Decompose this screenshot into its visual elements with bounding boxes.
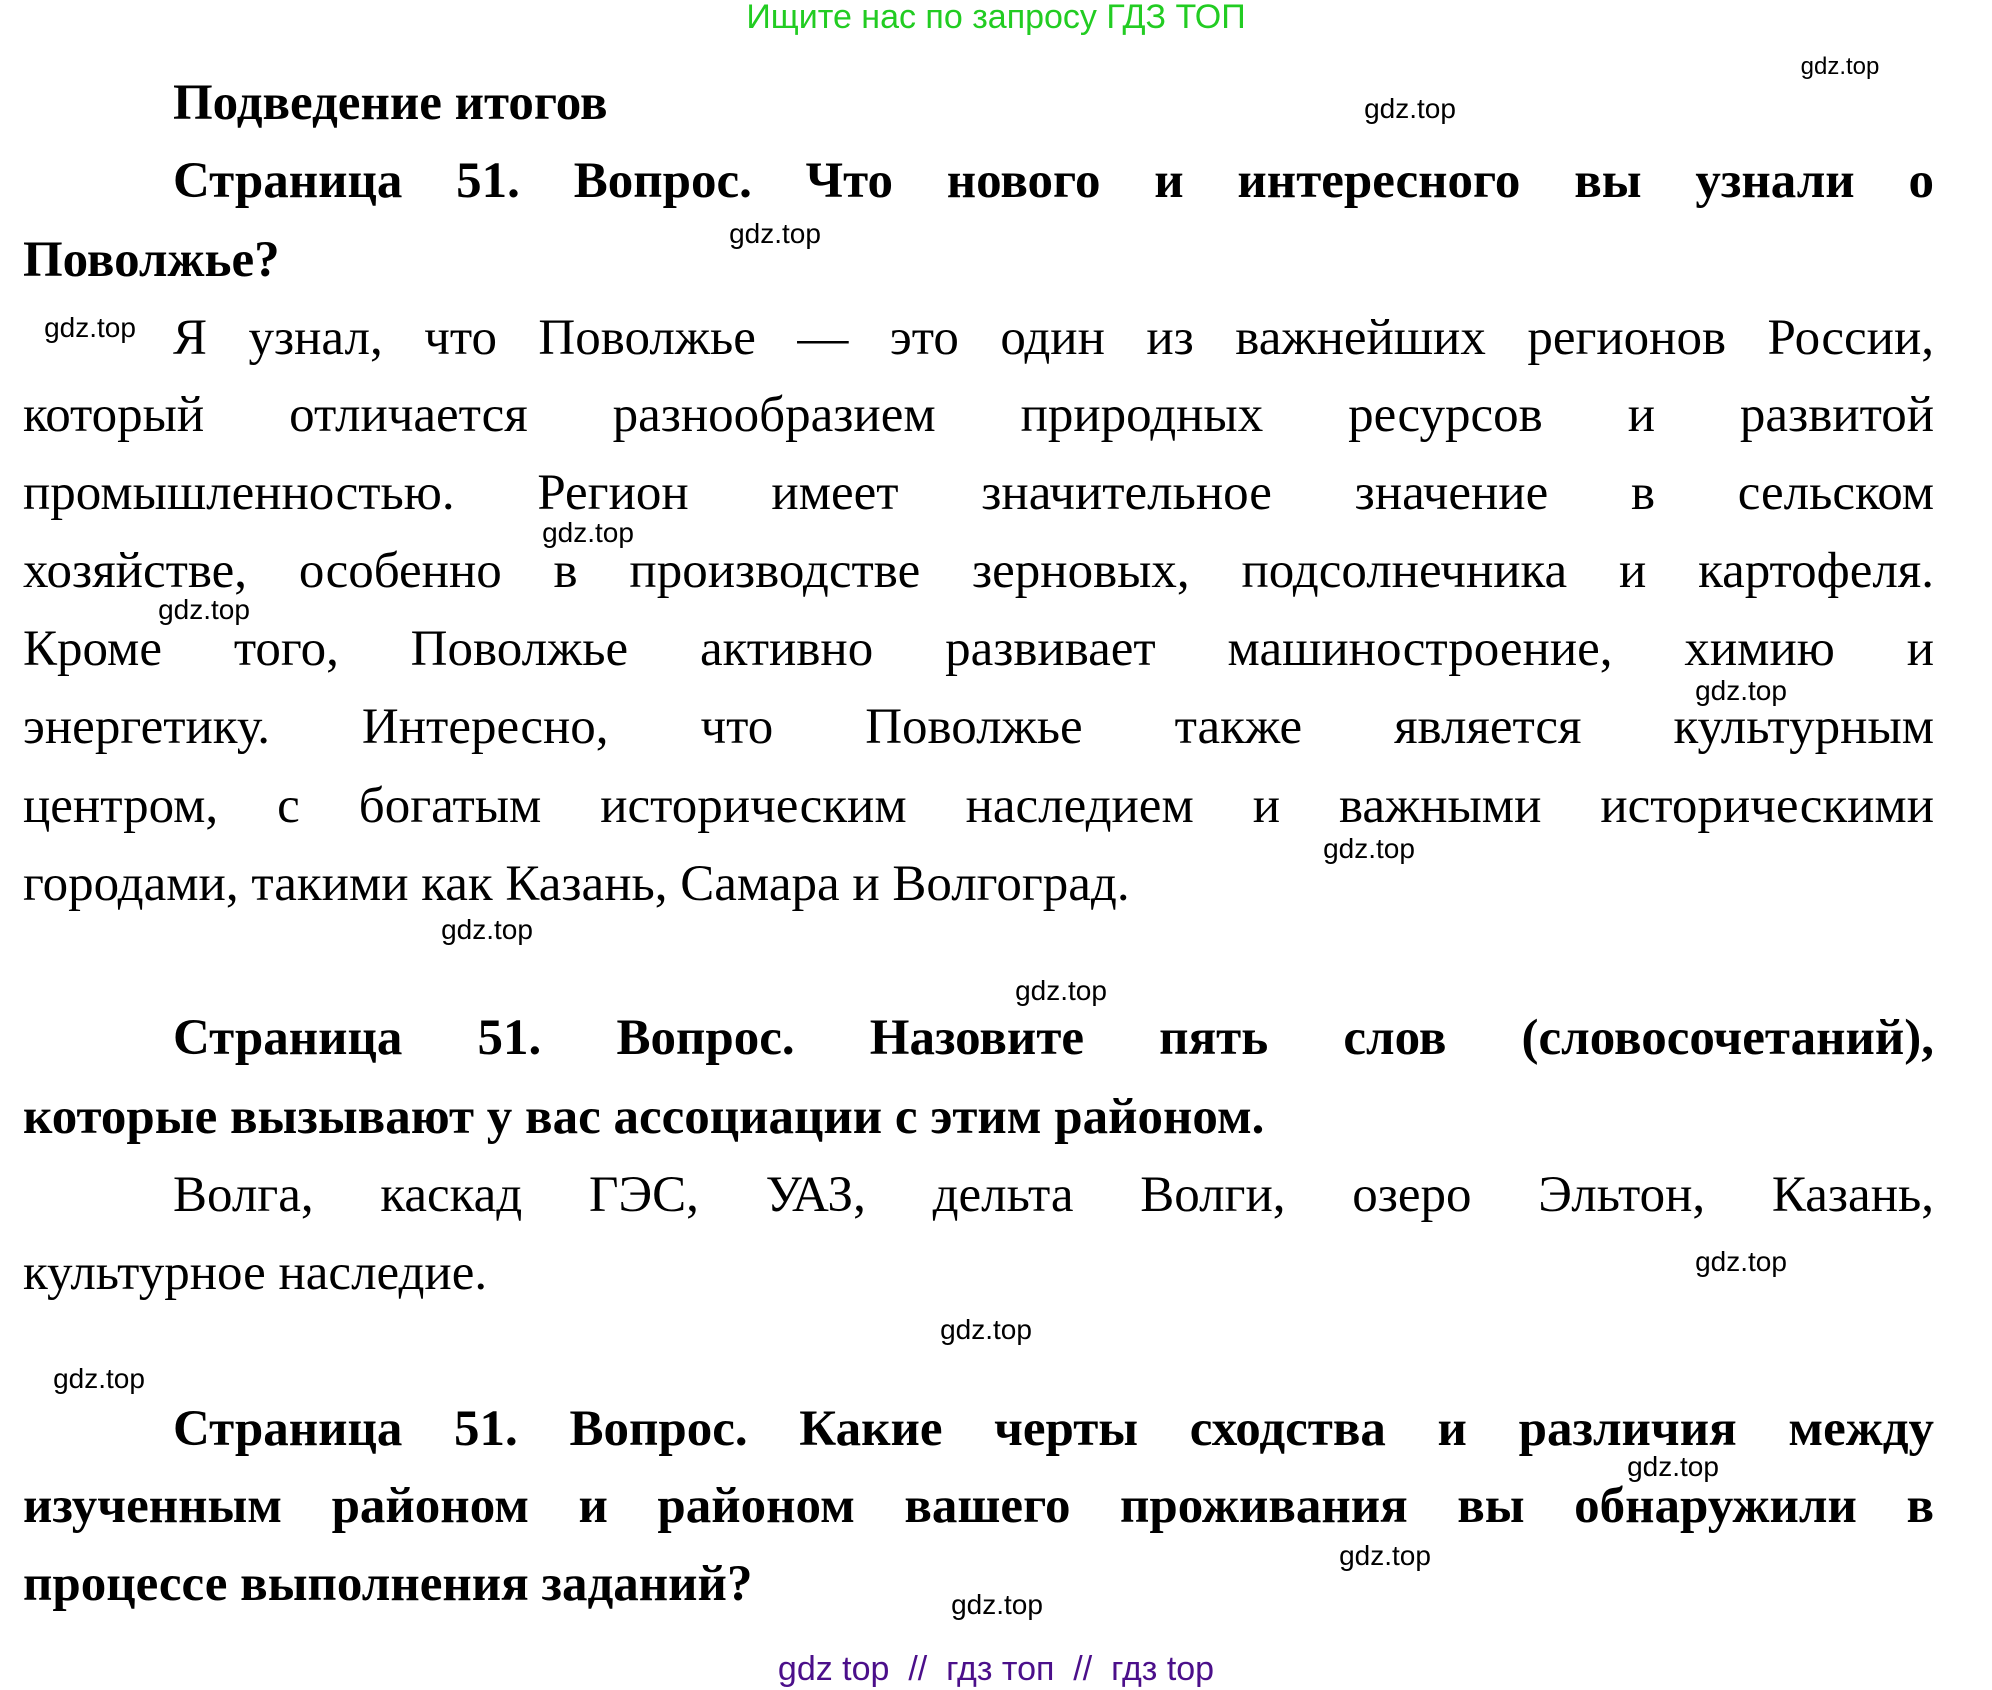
watermark: gdz.top xyxy=(1339,1540,1431,1571)
section-title: Подведение итогов xyxy=(173,75,608,131)
watermark: gdz.top xyxy=(940,1314,1032,1345)
answer-1-line: Кроме того, Поволжье активно развивает машиностроение, химию и xyxy=(23,621,1934,677)
watermark: gdz.top xyxy=(44,312,136,343)
watermark: gdz.top xyxy=(1364,93,1456,124)
watermark: gdz.top xyxy=(951,1589,1043,1620)
watermark: gdz.top xyxy=(1800,53,1880,80)
question-3-line: Страница 51. Вопрос. Какие черты сходства и различия между xyxy=(173,1401,1934,1457)
question-3-line: процессе выполнения заданий? xyxy=(23,1556,753,1612)
question-3-line: изученным районом и районом вашего проживания вы обнаружили в xyxy=(23,1478,1934,1534)
watermark: gdz.top xyxy=(1627,1451,1719,1482)
footer-watermark: gdz top // гдз топ // гдз top xyxy=(777,1650,1215,1688)
question-1-line: Поволжье? xyxy=(23,232,280,288)
answer-2-line: культурное наследие. xyxy=(23,1245,488,1301)
question-2-line: которые вызывают у вас ассоциации с этим районом. xyxy=(23,1089,1265,1145)
answer-1-line: центром, с богатым историческим наследием и важными историческими xyxy=(23,778,1934,834)
watermark: gdz.top xyxy=(1323,833,1415,864)
watermark: gdz.top xyxy=(441,914,533,945)
watermark: gdz.top xyxy=(1015,975,1107,1006)
answer-1-line: Я узнал, что Поволжье — это один из важнейших регионов России, xyxy=(173,310,1934,366)
watermark: gdz.top xyxy=(1695,1246,1787,1277)
answer-2-line: Волга, каскад ГЭС, УАЗ, дельта Волги, озеро Эльтон, Казань, xyxy=(173,1167,1934,1223)
watermark: gdz.top xyxy=(158,594,250,625)
answer-1-line: промышленностью. Регион имеет значительное значение в сельском xyxy=(23,465,1934,521)
question-1-line: Страница 51. Вопрос. Что нового и интересного вы узнали о xyxy=(173,153,1934,209)
answer-1-line: городами, такими как Казань, Самара и Волгоград. xyxy=(23,856,1130,912)
answer-1-line: энергетику. Интересно, что Поволжье также является культурным xyxy=(23,699,1934,755)
watermark: gdz.top xyxy=(542,517,634,548)
watermark: gdz.top xyxy=(729,218,821,249)
answer-1-line: хозяйстве, особенно в производстве зерновых, подсолнечника и картофеля. xyxy=(23,543,1934,599)
watermark: gdz.top xyxy=(53,1363,145,1394)
watermark: gdz.top xyxy=(1695,675,1787,706)
answer-1-line: который отличается разнообразием природных ресурсов и развитой xyxy=(23,387,1934,443)
question-2-line: Страница 51. Вопрос. Назовите пять слов (словосочетаний), xyxy=(173,1010,1934,1066)
search-banner: Ищите нас по запросу ГДЗ ТОП xyxy=(746,0,1246,36)
